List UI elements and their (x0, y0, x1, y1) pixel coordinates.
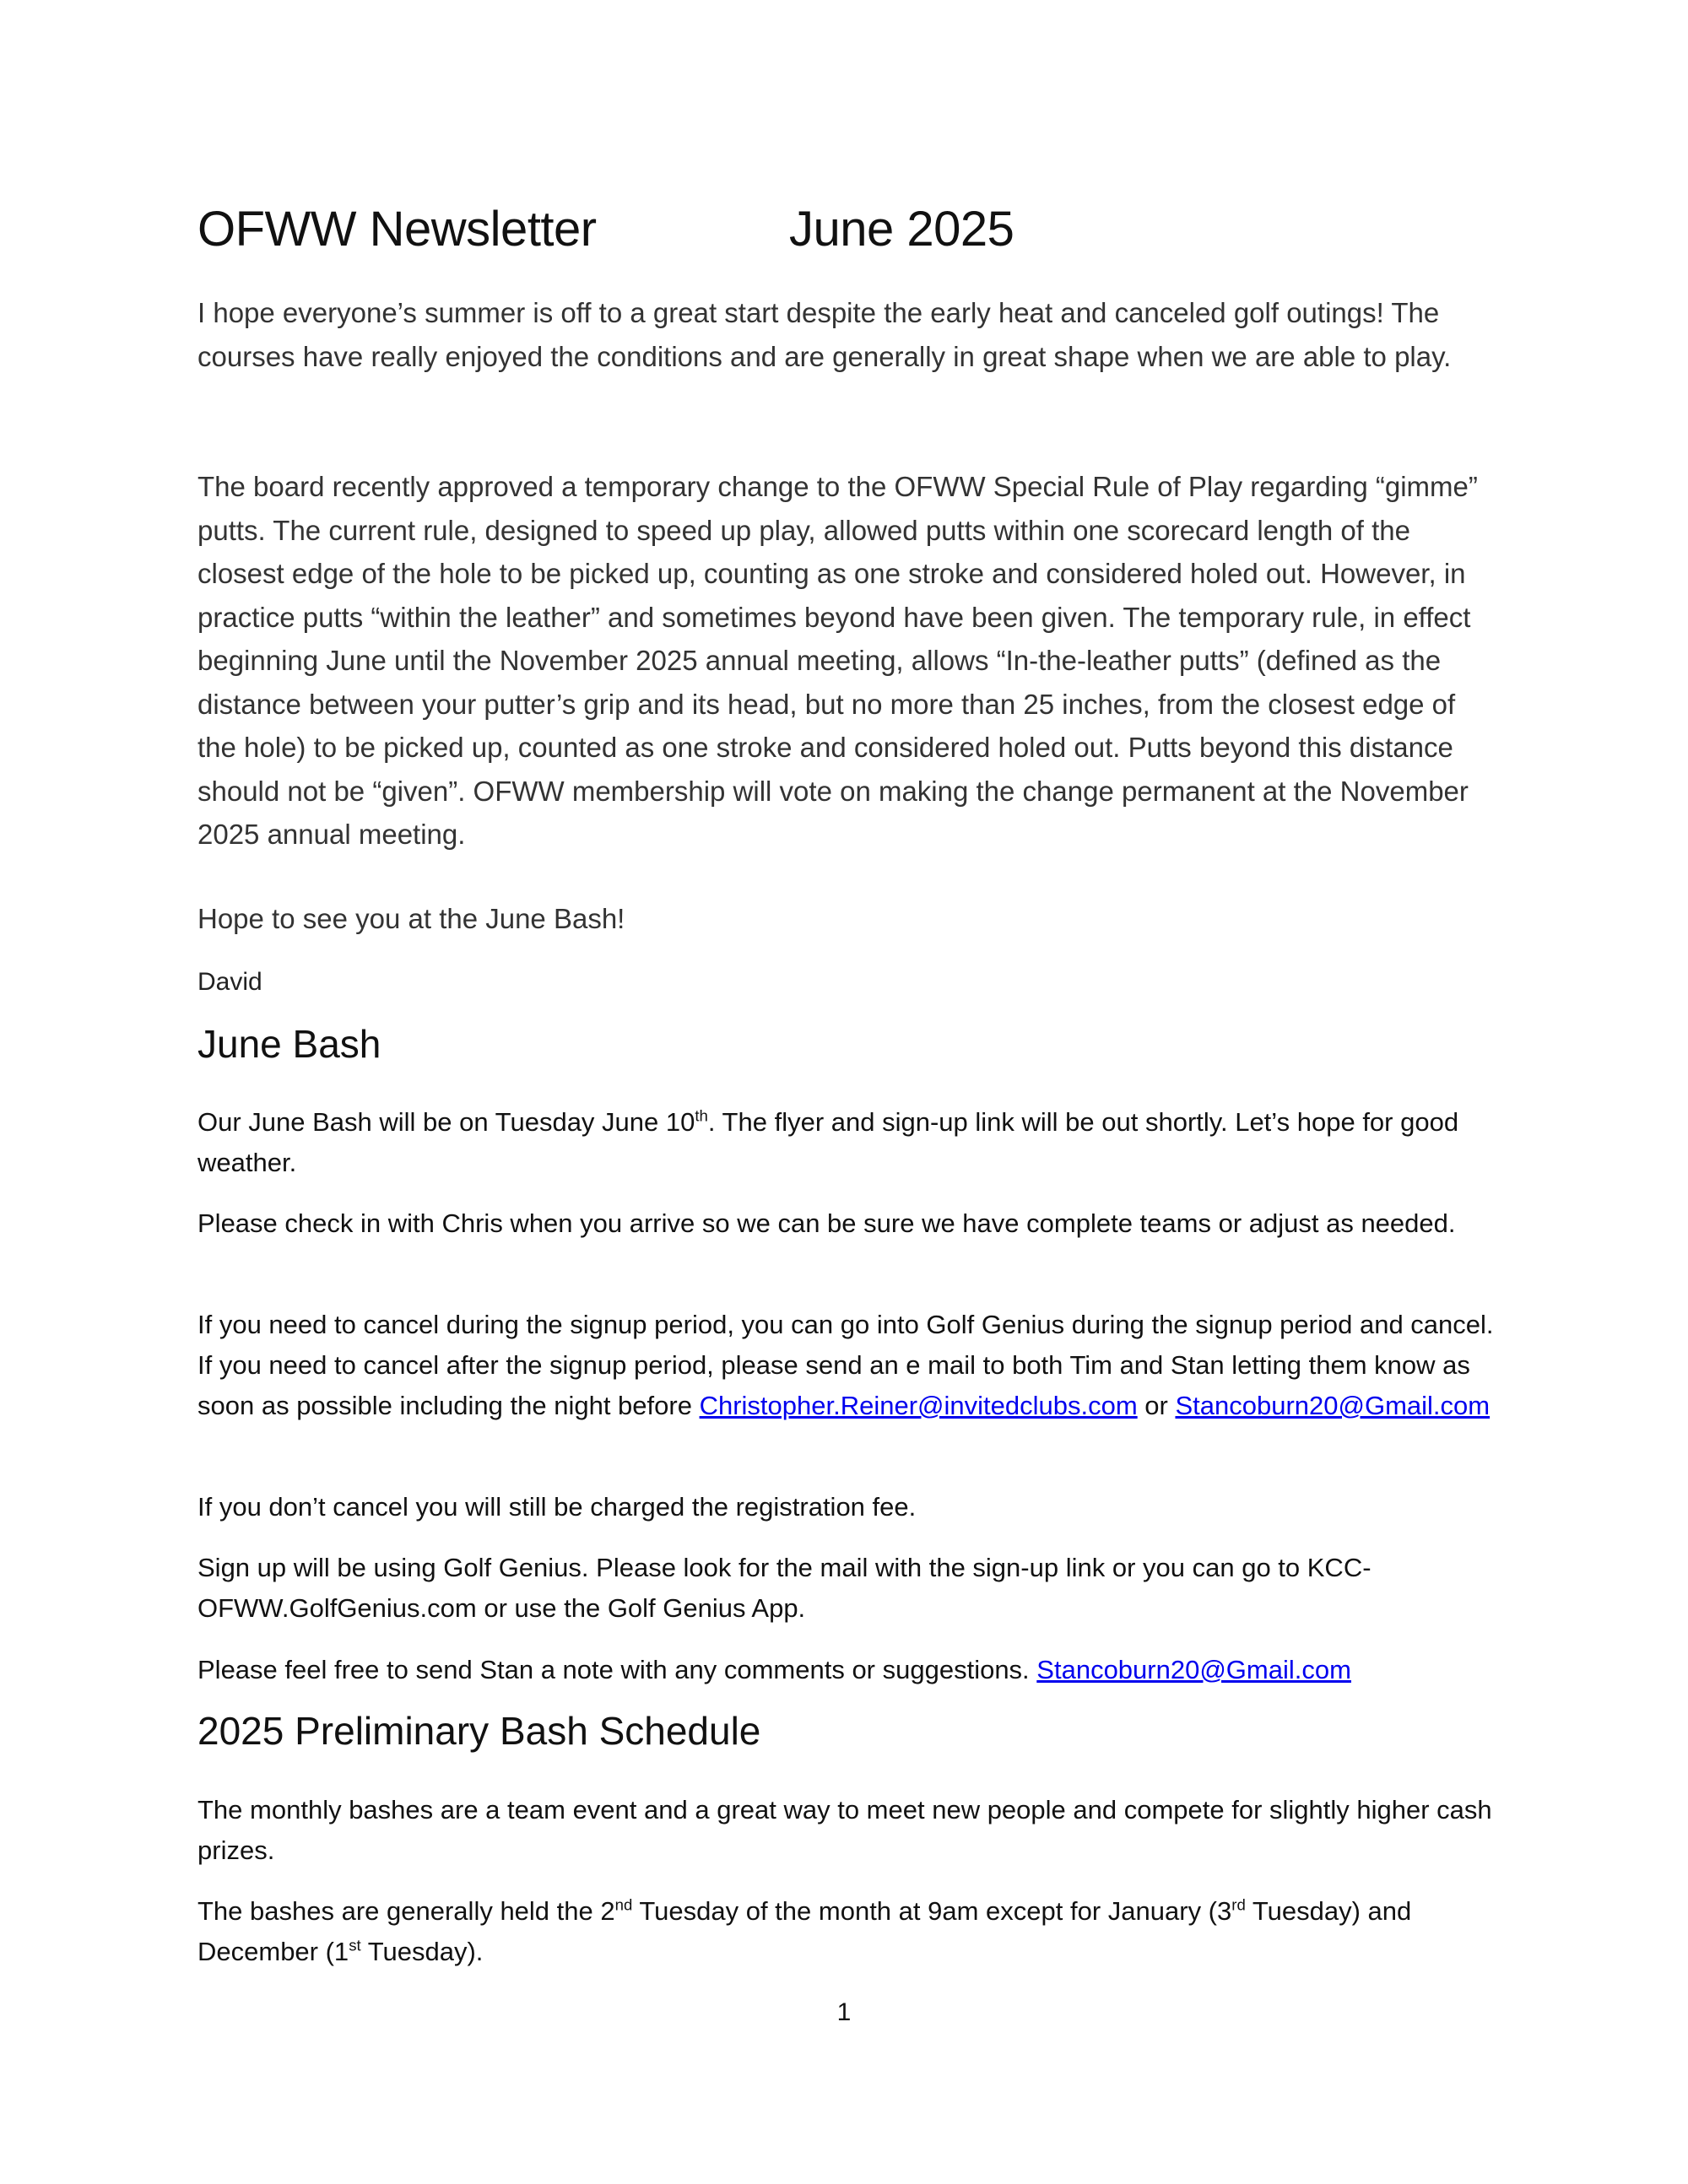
june-bash-heading: June Bash (197, 1022, 381, 1066)
fee-paragraph: If you don’t cancel you will still be charged the registration fee. (197, 1492, 917, 1522)
intro-paragraph-1: I hope everyone’s summer is off to a great start despite the early heat and canceled golf outings! The courses have really enjoyed the conditions and are generally in great shape when we are able to play. (197, 297, 1452, 372)
text: Please feel free to send Stan a note with any comments or suggestions. (197, 1655, 1037, 1684)
feedback-paragraph (197, 1650, 1514, 1690)
closing-line: Hope to see you at the June Bash! (197, 903, 625, 934)
text: . The flyer and sign-up link will be out shortly. Let’s hope for good weather. (197, 1107, 1459, 1177)
newsletter-title (197, 201, 1014, 257)
intro-paragraph-2: The board recently approved a temporary change to the OFWW Special Rule of Play regarding “gimme” putts. The current rule, designed to speed up play, allowed putts within one scorecard length of the closest edge of the hole to be picked up, counting as one stroke and considered holed out. However, in practice putts “within the leather” and sometimes beyond have been given. The temporary rule, in effect beginning June until the November 2025 annual meeting, allows “In-the-leather putts” (defined as the distance between your putter’s grip and its head, but no more than 25 inches, from the closest edge of the hole) to be picked up, counted as one stroke and considered holed out. Putts beyond this distance should not be “given”. OFWW membership will vote on making the change permanent at the November 2025 annual meeting. (197, 471, 1478, 850)
check-in-paragraph: Please check in with Chris when you arrive so we can be sure we have complete teams or adjust as needed. (197, 1208, 1456, 1238)
email-link-christopher[interactable]: Christopher.Reiner@invitedclubs.com (699, 1391, 1138, 1420)
text: Tuesday) and December (1 (197, 1896, 1412, 1966)
page-number: 1 (836, 1998, 852, 2026)
ordinal-suffix: st (349, 1936, 361, 1954)
text: Our June Bash will be on Tuesday June 10 (197, 1107, 695, 1137)
signup-paragraph: Sign up will be using Golf Genius. Please look for the mail with the sign-up link or you can go to KCC-OFWW.GolfGenius.com or use the Golf Genius App. (197, 1553, 1372, 1623)
text: If you need to cancel during the signup period, you can go into Golf Genius during the signup period and cancel. If you need to cancel after the signup period, please send an e mail to both Tim and Stan letting them know as soon as possible including the night before (197, 1310, 1494, 1420)
signature: David (197, 968, 262, 996)
schedule-timing-paragraph (197, 1891, 1514, 1972)
text: The bashes are generally held the 2 (197, 1896, 615, 1926)
issue-date: June 2025 (789, 202, 1014, 257)
ordinal-suffix: th (695, 1106, 708, 1125)
text: or (1137, 1391, 1176, 1420)
ordinal-suffix: rd (1231, 1895, 1246, 1914)
june-bash-date-paragraph (197, 1102, 1514, 1183)
schedule-heading: 2025 Preliminary Bash Schedule (197, 1709, 761, 1753)
text: Tuesday of the month at 9am except for January (3 (632, 1896, 1232, 1926)
ordinal-suffix: nd (614, 1895, 633, 1914)
cancel-paragraph (197, 1305, 1514, 1426)
text: Tuesday). (360, 1937, 484, 1966)
email-link-stan-feedback[interactable]: Stancoburn20@Gmail.com (1036, 1655, 1351, 1684)
schedule-intro-paragraph: The monthly bashes are a team event and a great way to meet new people and compete for slightly higher cash prizes. (197, 1795, 1492, 1865)
title-text: OFWW Newsletter (197, 202, 597, 257)
email-link-stan[interactable]: Stancoburn20@Gmail.com (1175, 1391, 1491, 1420)
